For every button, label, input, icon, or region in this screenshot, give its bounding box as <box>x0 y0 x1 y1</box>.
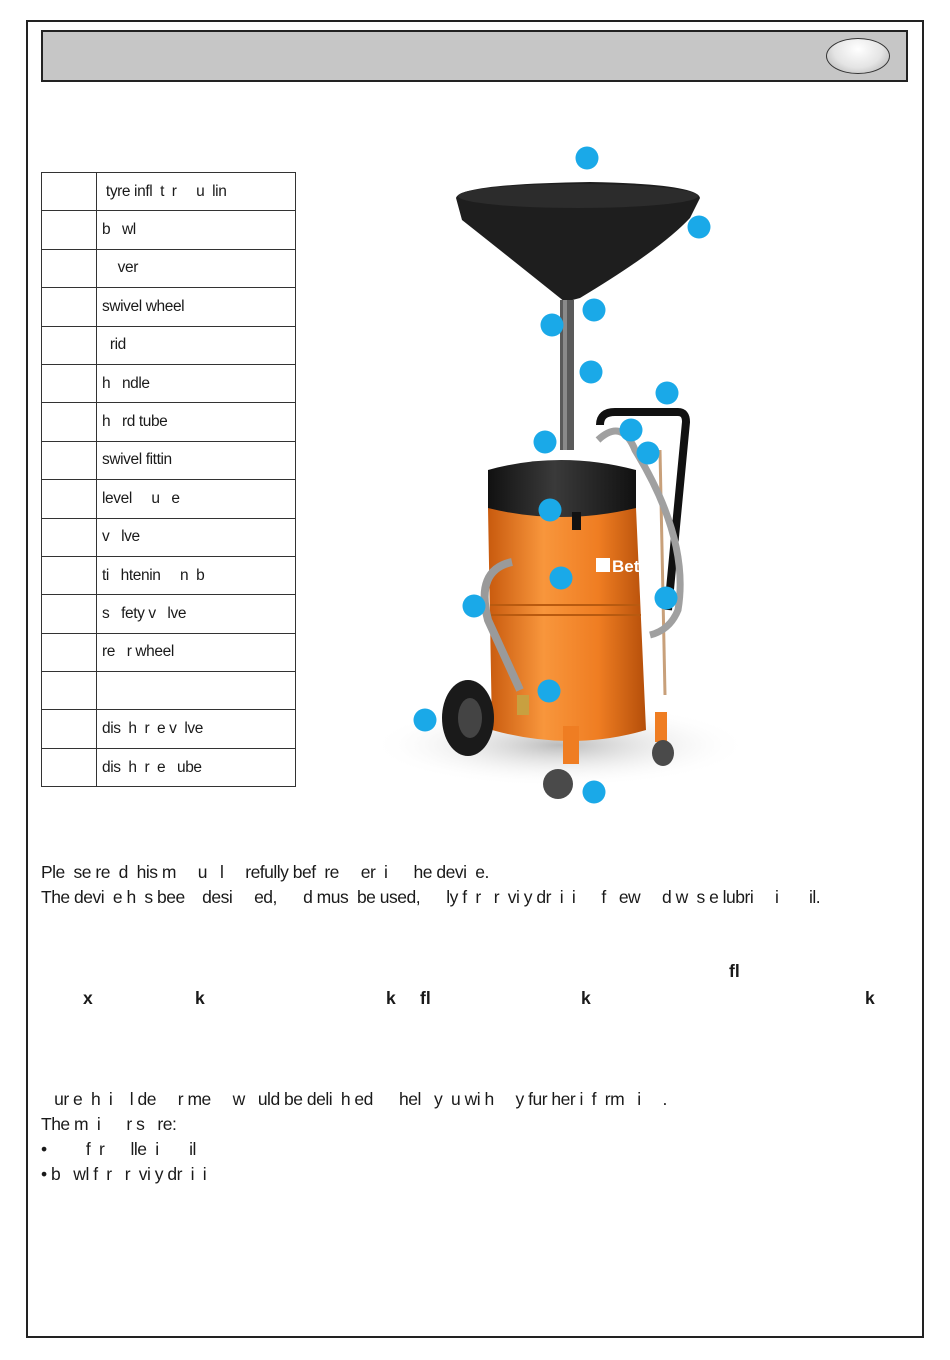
warning-fragment: fl <box>729 961 740 981</box>
parts-table-row <box>42 556 296 594</box>
part-name-cell: dis h r e ube <box>97 748 296 786</box>
parts-table-row <box>42 441 296 479</box>
callout-marker <box>463 595 486 618</box>
part-number-cell <box>42 441 97 479</box>
parts-table-row <box>42 211 296 249</box>
part-name-cell: s fety v lve <box>97 595 296 633</box>
part-number-cell <box>42 748 97 786</box>
parts-table-row <box>42 288 296 326</box>
part-name-cell: ver <box>97 249 296 287</box>
warning-fragment: k <box>195 988 205 1008</box>
part-name-cell: dis h r e v lve <box>97 710 296 748</box>
part-number-cell <box>42 672 97 710</box>
parts-table-row <box>42 633 296 671</box>
part-number-cell <box>42 595 97 633</box>
bullet-item: • f r lle i il <box>41 1139 196 1159</box>
intro-text <box>41 860 820 910</box>
warning-fragment: k <box>386 988 396 1008</box>
callout-marker <box>580 361 603 384</box>
part-number-cell <box>42 710 97 748</box>
part-number-cell <box>42 364 97 402</box>
parts-table-row <box>42 249 296 287</box>
part-name-cell: level u e <box>97 480 296 518</box>
intro-line-1: Ple se re d his m u l refully bef re er i he devi e. <box>41 862 489 882</box>
parts-table-row <box>42 403 296 441</box>
callout-marker <box>414 709 437 732</box>
callout-marker <box>541 314 564 337</box>
part-name-cell: h rd tube <box>97 403 296 441</box>
callout-marker <box>539 499 562 522</box>
callout-marker <box>583 299 606 322</box>
part-number-cell <box>42 480 97 518</box>
product-illustration <box>360 140 760 820</box>
part-name-cell: swivel fittin <box>97 441 296 479</box>
part-name-cell: h ndle <box>97 364 296 402</box>
callout-marker <box>656 382 679 405</box>
part-name-cell: re r wheel <box>97 633 296 671</box>
callout-marker <box>534 431 557 454</box>
warning-fragment: k <box>865 988 875 1008</box>
part-number-cell <box>42 556 97 594</box>
parts-table-row <box>42 364 296 402</box>
part-name-cell: rid <box>97 326 296 364</box>
parts-table-row <box>42 518 296 556</box>
callout-marker <box>655 587 678 610</box>
part-name-cell: swivel wheel <box>97 288 296 326</box>
part-name-cell: v lve <box>97 518 296 556</box>
warning-fragment: x <box>83 988 93 1008</box>
callout-marker <box>637 442 660 465</box>
part-number-cell <box>42 403 97 441</box>
warning-fragment: fl <box>420 988 431 1008</box>
parts-table-row <box>42 748 296 786</box>
callout-marker <box>550 567 573 590</box>
part-name-cell <box>97 672 296 710</box>
parts-table-row <box>42 326 296 364</box>
callout-marker <box>576 147 599 170</box>
warning-fragment: k <box>581 988 591 1008</box>
bullet-item: • b wl f r r vi y dr i i <box>41 1164 207 1184</box>
part-name-cell: ti htenin n b <box>97 556 296 594</box>
part-number-cell <box>42 211 97 249</box>
brand-label: Beta <box>612 557 649 576</box>
contact-line-1: ur e h i l de r me w uld be deli h ed hel y u wi h y fur her i f rm i . <box>41 1089 667 1109</box>
callout-layer <box>360 140 760 820</box>
callout-marker <box>538 680 561 703</box>
part-number-cell <box>42 518 97 556</box>
part-number-cell <box>42 249 97 287</box>
page-badge <box>826 38 890 74</box>
part-number-cell <box>42 288 97 326</box>
callout-marker <box>620 419 643 442</box>
parts-table-row <box>42 173 296 211</box>
part-number-cell <box>42 173 97 211</box>
contact-text <box>41 1087 667 1187</box>
callout-marker <box>688 216 711 239</box>
part-number-cell <box>42 633 97 671</box>
intro-line-2: The devi e h s bee desi ed, d mus be used, ly f r r vi y dr i i f ew d w s e lubri i il. <box>41 887 821 907</box>
part-name-cell: b wl <box>97 211 296 249</box>
parts-table-row <box>42 595 296 633</box>
part-number-cell <box>42 326 97 364</box>
contact-line-2: The m i r s re: <box>41 1114 177 1134</box>
parts-table-row <box>42 480 296 518</box>
parts-table <box>41 172 296 787</box>
model-label: 1877 <box>641 574 659 583</box>
parts-table-row <box>42 710 296 748</box>
header-bar <box>41 30 908 82</box>
parts-table-row <box>42 672 296 710</box>
callout-marker <box>583 781 606 804</box>
part-name-cell: tyre infl t r u lin <box>97 173 296 211</box>
